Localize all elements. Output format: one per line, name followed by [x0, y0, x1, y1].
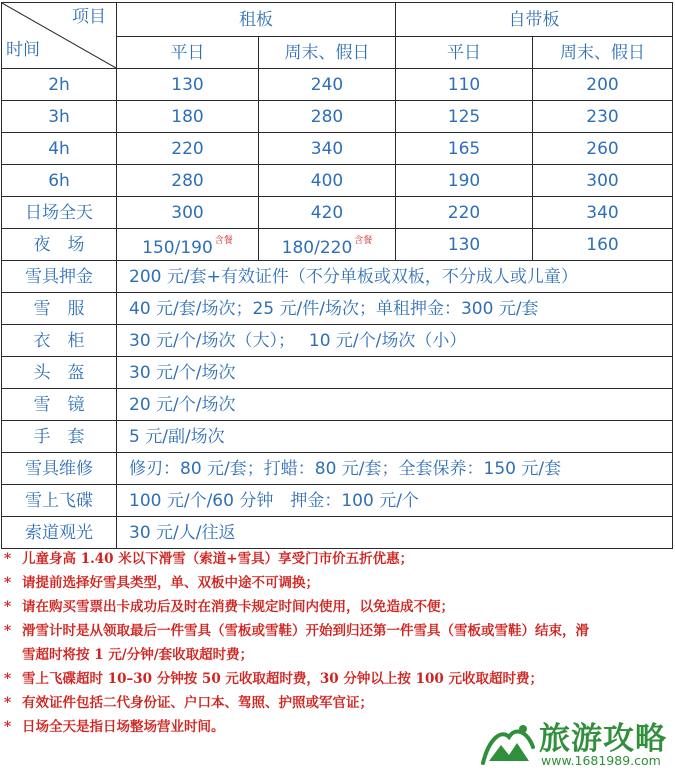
- price-cell: 220: [117, 133, 259, 165]
- price-cell: 340: [533, 197, 673, 229]
- mountain-logo-icon: [479, 719, 537, 769]
- note-text: 有效证件包括二代身份证、户口本、驾照、护照或军官证；: [22, 695, 373, 711]
- service-name: 雪 镜: [2, 389, 117, 421]
- service-desc: 20 元/个/场次: [117, 389, 673, 421]
- note-bullet: *: [4, 575, 12, 591]
- note-item: [2, 575, 673, 591]
- price-cell: 130: [117, 69, 259, 101]
- note-item: [2, 551, 673, 567]
- header-sub-own-weekend: 周末、假日: [533, 37, 673, 69]
- price-row: [2, 69, 673, 101]
- service-row: [2, 261, 673, 293]
- service-name: 雪具押金: [2, 261, 117, 293]
- price-cell: 200: [533, 69, 673, 101]
- note-text: 请在购买雪票出卡成功后及时在消费卡规定时间内使用，以免造成不便；: [22, 599, 454, 615]
- service-row: [2, 453, 673, 485]
- price-cell: 300: [117, 197, 259, 229]
- service-desc: 100 元/个/60 分钟 押金：100 元/个: [117, 485, 673, 517]
- time-label: 6h: [2, 165, 117, 197]
- meal-included-tag: 含餐: [354, 236, 373, 246]
- note-bullet: *: [4, 671, 12, 687]
- service-name: 索道观光: [2, 517, 117, 549]
- service-row: [2, 421, 673, 453]
- service-name: 衣 柜: [2, 325, 117, 357]
- price-row: [2, 101, 673, 133]
- corner-label-item: 项目: [72, 7, 106, 27]
- watermark-title: 旅游攻略: [539, 721, 667, 757]
- service-row: [2, 517, 673, 549]
- service-name: 雪具维修: [2, 453, 117, 485]
- time-label: 4h: [2, 133, 117, 165]
- price-row: [2, 165, 673, 197]
- ski-price-table: [1, 2, 673, 549]
- header-sub-rent-weekend: 周末、假日: [259, 37, 396, 69]
- price-cell: 180: [117, 101, 259, 133]
- service-desc: 40 元/套/场次；25 元/件/场次；单租押金：300 元/套: [117, 293, 673, 325]
- price-cell: 420: [259, 197, 396, 229]
- price-value: 150/190: [142, 238, 213, 258]
- service-desc: 30 元/个/场次: [117, 357, 673, 389]
- price-cell: 165: [396, 133, 533, 165]
- price-cell: 300: [533, 165, 673, 197]
- service-name: 雪 服: [2, 293, 117, 325]
- service-row: [2, 389, 673, 421]
- note-text: 滑雪计时是从领取最后一件雪具（雪板或雪鞋）开始到归还第一件雪具（雪板或雪鞋）结束，滑: [22, 623, 589, 639]
- note-bullet: *: [4, 695, 12, 711]
- note-bullet: *: [4, 599, 12, 615]
- price-cell: 280: [259, 101, 396, 133]
- price-cell: 160: [533, 229, 673, 261]
- service-row: [2, 325, 673, 357]
- note-text: 儿童身高 1.40 米以下滑雪（索道+雪具）享受门市价五折优惠；: [22, 551, 414, 567]
- service-desc: 30 元/个/场次（大）； 10 元/个/场次（小）: [117, 325, 673, 357]
- price-cell: 110: [396, 69, 533, 101]
- price-cell: 260: [533, 133, 673, 165]
- header-group-own-board: 自带板: [396, 3, 673, 37]
- price-cell: 240: [259, 69, 396, 101]
- note-item: [2, 623, 673, 663]
- price-cell: 400: [259, 165, 396, 197]
- note-bullet: *: [4, 551, 12, 567]
- price-cell: [259, 229, 396, 261]
- price-cell: 220: [396, 197, 533, 229]
- meal-included-tag: 含餐: [214, 236, 233, 246]
- service-row: [2, 357, 673, 389]
- price-row: [2, 197, 673, 229]
- service-name: 手 套: [2, 421, 117, 453]
- service-name: 雪上飞碟: [2, 485, 117, 517]
- price-cell: [117, 229, 259, 261]
- service-desc: 200 元/套+有效证件（不分单板或双板，不分成人或儿童）: [117, 261, 673, 293]
- header-sub-own-weekday: 平日: [396, 37, 533, 69]
- note-text: 日场全天是指日场整场营业时间。: [22, 719, 225, 735]
- watermark-url: www.1681989.com: [541, 753, 661, 768]
- note-item: [2, 599, 673, 615]
- price-cell: 130: [396, 229, 533, 261]
- time-label: 3h: [2, 101, 117, 133]
- time-label: 2h: [2, 69, 117, 101]
- price-cell: 280: [117, 165, 259, 197]
- service-name: 头 盔: [2, 357, 117, 389]
- price-cell: 125: [396, 101, 533, 133]
- note-text-continued: 雪超时将按 1 元/分钟/套收取超时费；: [22, 647, 254, 663]
- note-bullet: *: [4, 719, 12, 735]
- service-desc: 30 元/人/往返: [117, 517, 673, 549]
- price-cell: 230: [533, 101, 673, 133]
- price-value: 180/220: [281, 238, 353, 258]
- time-label: 夜 场: [2, 229, 117, 261]
- price-row: [2, 133, 673, 165]
- header-sub-rent-weekday: 平日: [117, 37, 259, 69]
- service-desc: 修刃：80 元/套；打蜡：80 元/套；全套保养：150 元/套: [117, 453, 673, 485]
- price-row: [2, 229, 673, 261]
- note-item: [2, 671, 673, 687]
- note-text: 雪上飞碟超时 10–30 分钟按 50 元收取超时费，30 分钟以上按 100 元收取超时费；: [22, 671, 543, 687]
- corner-label-time: 时间: [6, 40, 40, 60]
- note-bullet: *: [4, 623, 12, 639]
- header-corner-cell: [2, 3, 117, 69]
- header-group-rent: 租板: [117, 3, 396, 37]
- service-row: [2, 293, 673, 325]
- time-label: 日场全天: [2, 197, 117, 229]
- service-row: [2, 485, 673, 517]
- note-text: 请提前选择好雪具类型，单、双板中途不可调换；: [22, 575, 319, 591]
- service-desc: 5 元/副/场次: [117, 421, 673, 453]
- note-item: [2, 695, 673, 711]
- price-cell: 190: [396, 165, 533, 197]
- price-cell: 340: [259, 133, 396, 165]
- site-watermark: [479, 713, 669, 773]
